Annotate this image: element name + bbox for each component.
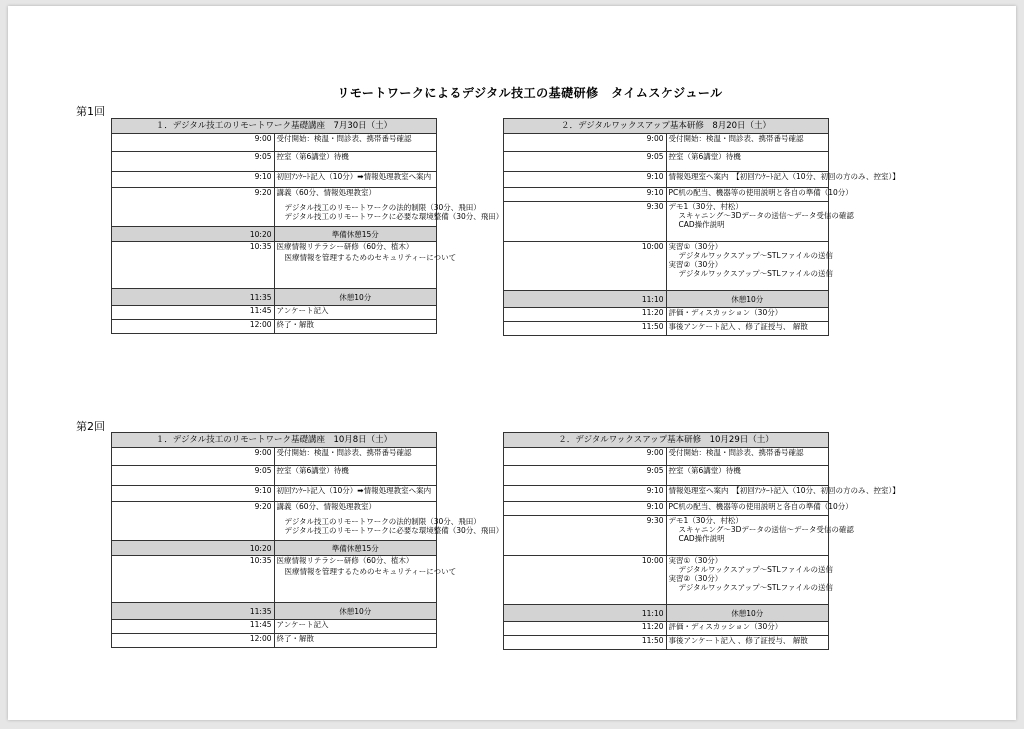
desc-cell: 受付開始：検温・問診表、携帯番号確認 <box>274 448 437 466</box>
desc-cell: 準備休憩15分 <box>274 227 437 242</box>
desc-cell: 情報処理室へ案内 【初回ｱﾝｹｰﾄ記入（10分、初回の方のみ、控室）】 <box>666 172 829 188</box>
desc-cell: 控室（第6講堂）待機 <box>274 152 437 172</box>
desc-cell <box>666 516 854 556</box>
break-row <box>112 289 437 306</box>
desc-cell: 受付開始：検温・問診表、携帯番号確認 <box>666 448 829 466</box>
row-subtext: デジタルワックスアップ～STLファイルの送信 <box>678 251 833 260</box>
row-text: 実習①（30分） <box>668 556 723 565</box>
time-cell: 9:10 <box>112 172 275 188</box>
table-header: ２．デジタルワックスアップ基本研修 8月20日（土） <box>504 119 829 134</box>
desc-cell: 控室（第6講堂）待機 <box>274 466 437 486</box>
row-text: 実習②（30分） <box>668 260 723 269</box>
table-row <box>504 556 829 605</box>
row-text: デモ1（30分、村松） <box>668 516 743 525</box>
time-cell: 9:05 <box>112 466 275 486</box>
desc-cell <box>274 188 504 227</box>
table-row <box>504 502 829 516</box>
row-subtext: デジタル技工のリモートワークの法的制限（30分、飛田） <box>284 517 481 526</box>
table-row <box>504 448 829 466</box>
table-row <box>504 486 829 502</box>
desc-cell <box>666 556 833 605</box>
row-subtext: デジタル技工のリモートワークに必要な環境整備（30分、飛田） <box>284 212 504 221</box>
desc-cell: 控室（第6講堂）待機 <box>666 466 829 486</box>
row-text: 講義（60分、情報処理教室） <box>276 502 377 511</box>
break-row <box>112 227 437 242</box>
row-text: 実習①（30分） <box>668 242 723 251</box>
time-cell: 9:05 <box>112 152 275 172</box>
schedule-table-course1 <box>111 432 504 648</box>
time-cell: 9:20 <box>112 188 275 227</box>
schedule-table-course2 <box>503 118 900 336</box>
time-cell: 9:00 <box>504 448 667 466</box>
desc-cell: 準備休憩15分 <box>274 541 437 556</box>
table-row <box>504 466 829 486</box>
table-row <box>112 448 437 466</box>
time-cell: 9:10 <box>504 172 667 188</box>
time-cell: 10:00 <box>504 242 667 291</box>
desc-cell: 終了・解散 <box>274 634 437 648</box>
table-header: １．デジタル技工のリモートワーク基礎講座 10月8日（土） <box>112 433 437 448</box>
time-cell: 9:10 <box>504 502 667 516</box>
time-cell: 10:20 <box>112 541 275 556</box>
row-subtext: CAD操作説明 <box>678 220 725 229</box>
table-row <box>504 308 829 322</box>
desc-cell: 評価・ディスカッション（30分） <box>666 622 829 636</box>
table-header: １．デジタル技工のリモートワーク基礎講座 7月30日（土） <box>112 119 437 134</box>
time-cell: 10:20 <box>112 227 275 242</box>
row-subtext: スキャニング～3Dデータの送信～データ受信の確認 <box>678 525 854 534</box>
row-text: デモ1（30分、村松） <box>668 202 743 211</box>
desc-cell: 受付開始：検温・問診表、携帯番号確認 <box>666 134 829 152</box>
desc-cell: 終了・解散 <box>274 320 437 334</box>
time-cell: 9:10 <box>112 486 275 502</box>
time-cell: 12:00 <box>112 634 275 648</box>
table-row <box>504 134 829 152</box>
time-cell: 9:05 <box>504 466 667 486</box>
desc-cell: 情報処理室へ案内 【初回ｱﾝｹｰﾄ記入（10分、初回の方のみ、控室）】 <box>666 486 829 502</box>
desc-cell <box>274 502 504 541</box>
desc-cell: 控室（第6講堂）待機 <box>666 152 829 172</box>
table-row <box>112 556 437 603</box>
row-subtext: 医療情報を管理するためのセキュリティーについて <box>284 567 457 576</box>
session-label: 第1回 <box>76 105 105 118</box>
desc-cell: 受付開始：検温・問診表、携帯番号確認 <box>274 134 437 152</box>
desc-cell: アンケート記入 <box>274 306 437 320</box>
table-row <box>112 242 437 289</box>
break-row <box>504 291 829 308</box>
break-row <box>112 541 437 556</box>
row-subtext: デジタル技工のリモートワークの法的制限（30分、飛田） <box>284 203 481 212</box>
document-title: リモートワークによるデジタル技工の基礎研修 タイムスケジュール <box>337 86 723 100</box>
desc-cell <box>274 556 457 603</box>
row-subtext: デジタルワックスアップ～STLファイルの送信 <box>678 269 833 278</box>
desc-cell: アンケート記入 <box>274 620 437 634</box>
desc-cell: 事後アンケート記入 、修了証授与、 解散 <box>666 636 829 650</box>
table-row <box>504 636 829 650</box>
table-header: ２．デジタルワックスアップ基本研修 10月29日（土） <box>504 433 829 448</box>
row-subtext: スキャニング～3Dデータの送信～データ受信の確認 <box>678 211 854 220</box>
table-row <box>112 466 437 486</box>
time-cell: 11:10 <box>504 605 667 622</box>
desc-cell <box>274 242 457 289</box>
table-row <box>504 516 829 556</box>
time-cell: 9:00 <box>504 134 667 152</box>
table-row <box>504 152 829 172</box>
row-subtext: デジタル技工のリモートワークに必要な環境整備（30分、飛田） <box>284 526 504 535</box>
desc-cell: 事後アンケート記入 、修了証授与、 解散 <box>666 322 829 336</box>
time-cell: 10:35 <box>112 242 275 289</box>
table-row <box>112 306 437 320</box>
table-row <box>504 322 829 336</box>
table-row <box>504 172 829 188</box>
time-cell: 9:00 <box>112 448 275 466</box>
time-cell: 9:30 <box>504 202 667 242</box>
table-row <box>504 188 829 202</box>
break-row <box>112 603 437 620</box>
table-row <box>112 172 437 188</box>
time-cell: 11:50 <box>504 636 667 650</box>
row-subtext: CAD操作説明 <box>678 534 725 543</box>
time-cell: 11:45 <box>112 620 275 634</box>
table-row <box>504 202 829 242</box>
schedule-table-course2 <box>503 432 900 650</box>
row-text: 講義（60分、情報処理教室） <box>276 188 377 197</box>
time-cell: 9:10 <box>504 486 667 502</box>
desc-cell: 休憩10分 <box>666 605 829 622</box>
row-subtext: デジタルワックスアップ～STLファイルの送信 <box>678 565 833 574</box>
time-cell: 11:45 <box>112 306 275 320</box>
time-cell: 9:10 <box>504 188 667 202</box>
break-row <box>504 605 829 622</box>
desc-cell <box>666 202 854 242</box>
table-row <box>112 486 437 502</box>
document-page <box>8 6 1016 720</box>
row-text: 医療情報リテラシー研修（60分、植木） <box>276 556 414 565</box>
time-cell: 12:00 <box>112 320 275 334</box>
schedule-table-course1 <box>111 118 504 334</box>
time-cell: 11:10 <box>504 291 667 308</box>
desc-cell: 休憩10分 <box>274 603 437 620</box>
desc-cell: PC机の配当、機器等の使用説明と各自の準備（10分） <box>666 188 829 202</box>
time-cell: 11:20 <box>504 622 667 636</box>
table-row <box>112 152 437 172</box>
row-subtext: 医療情報を管理するためのセキュリティーについて <box>284 253 457 262</box>
table-row <box>112 634 437 648</box>
time-cell: 9:20 <box>112 502 275 541</box>
table-row <box>112 620 437 634</box>
time-cell: 9:30 <box>504 516 667 556</box>
desc-cell: 休憩10分 <box>666 291 829 308</box>
table-row <box>112 134 437 152</box>
time-cell: 10:35 <box>112 556 275 603</box>
time-cell: 9:00 <box>112 134 275 152</box>
desc-cell: 初回ｱﾝｹｰﾄ記入（10分）➡情報処理教室へ案内 <box>274 172 437 188</box>
row-text: 実習②（30分） <box>668 574 723 583</box>
table-row <box>112 320 437 334</box>
row-text: 医療情報リテラシー研修（60分、植木） <box>276 242 414 251</box>
desc-cell: PC机の配当、機器等の使用説明と各自の準備（10分） <box>666 502 829 516</box>
desc-cell <box>666 242 833 291</box>
session-label: 第2回 <box>76 420 105 433</box>
time-cell: 11:20 <box>504 308 667 322</box>
desc-cell: 評価・ディスカッション（30分） <box>666 308 829 322</box>
time-cell: 11:35 <box>112 289 275 306</box>
table-row <box>112 188 437 227</box>
row-subtext: デジタルワックスアップ～STLファイルの送信 <box>678 583 833 592</box>
time-cell: 11:35 <box>112 603 275 620</box>
table-row <box>112 502 437 541</box>
desc-cell: 初回ｱﾝｹｰﾄ記入（10分）➡情報処理教室へ案内 <box>274 486 437 502</box>
table-row <box>504 242 829 291</box>
desc-cell: 休憩10分 <box>274 289 437 306</box>
time-cell: 10:00 <box>504 556 667 605</box>
time-cell: 9:05 <box>504 152 667 172</box>
time-cell: 11:50 <box>504 322 667 336</box>
table-row <box>504 622 829 636</box>
